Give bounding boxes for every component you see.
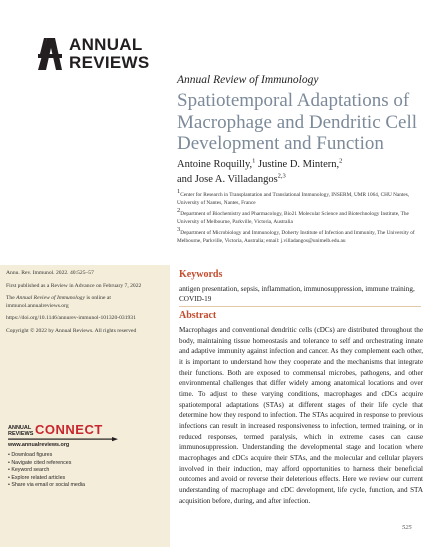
affiliations — [177, 188, 425, 249]
first-published-note: First published as a Review in Advance on February 7, 2022 — [6, 282, 142, 289]
article-title: Spatiotemporal Adaptations of Macrophage and Dendritic Cell Development and Function — [177, 90, 418, 154]
list-item: • Keyword search — [8, 467, 85, 475]
list-item: • Download figures — [8, 452, 85, 460]
list-item: • Share via email or social media — [8, 482, 85, 490]
connect-feature-list — [8, 452, 85, 490]
logo-word-annual: ANNUAL — [69, 35, 143, 54]
abstract-text: Macrophages and conventional dendritic cells (cDCs) are distributed throughout the body, maintaining tissue homeostasis and tolerance to self and orchestrating innate and adaptive immunity against infection and cancer. As they complement each other, it is important to understand how they cooperate and the mechanisms that integrate their functions. Both are exposed to commensal microbes, pathogens, and other environmental challenges that differ widely among anatomical locations and over time. To adjust to these varying conditions, macrophages and cDCs acquire spatiotemporal adaptations (STAs) at different stages of their life cycle that determine how they respond to infection. The STAs acquired in response to previous infections can result in increased responsiveness to infection, termed training, or in reduced responses, termed paralysis, which in extreme cases can cause immunosuppression. Understanding the developmental stage and location where macrophages and cDCs acquire their STAs, and the molecular and cellular players involved in their induction, may afford opportunities to harness their beneficial outcomes and avoid or reverse their deleterious effects. Here we review our current understanding of macrophage and cDC development, life cycle, function, and STA acquisition before, during, and after infection. — [179, 326, 423, 505]
author-name: Antoine Roquilly, — [177, 159, 253, 170]
journal-name: Annual Review of Immunology — [177, 74, 319, 86]
list-item: • Navigate cited references — [8, 460, 85, 468]
connect-brand: ANNUAL REVIEWS — [8, 425, 34, 437]
keywords-text: antigen presentation, sepsis, inflammation, immunosuppression, immune training, COVID-19 — [179, 285, 415, 303]
author-name: Justine D. Mintern, — [255, 159, 340, 170]
article-metadata — [6, 270, 164, 340]
author-affiliation-mark: 2,3 — [277, 172, 286, 180]
connect-title: CONNECT — [35, 422, 103, 437]
affiliation-item: $^2$Department of Biochemistry and Pharmacology, Bio21 Molecular Science and Biotechnology Institute, The University of Melbourne, Parkville, Victoria, Australia — [177, 207, 409, 225]
connect-badge[interactable] — [8, 421, 162, 516]
abstract-heading: Abstract — [179, 310, 217, 321]
affiliation-item: $^3$Department of Microbiology and Immunology, Doherty Institute of Infection and Immunity, The University of Melbourne, Parkville, Victoria, Australia; email: j.villadangos@unimelb.edu.au — [177, 226, 415, 244]
page-number: 525 — [402, 524, 412, 531]
section-divider — [179, 306, 421, 307]
connect-url[interactable]: www.annualreviews.org — [8, 442, 70, 448]
author-affiliation-mark: 1 — [252, 157, 256, 165]
copyright-note: Copyright © 2022 by Annual Reviews. All rights reserved — [6, 327, 137, 334]
author-list — [177, 157, 417, 187]
keywords-heading: Keywords — [179, 269, 223, 280]
annual-reviews-logo — [36, 36, 186, 72]
author-name: and Jose A. Villadangos — [177, 174, 278, 185]
doi-link[interactable]: https://doi.org/10.1146/annurev-immunol-101320-031931 — [6, 315, 136, 321]
citation: Annu. Rev. Immunol. 2022. 40:525–57 — [6, 270, 94, 276]
affiliation-item: $^1$Center for Research in Transplantation and Translational Immunology, INSERM, UMR 1064, CHU Nantes, University of Nantes, Nantes, France — [177, 188, 410, 206]
list-item: • Explore related articles — [8, 475, 85, 483]
annual-reviews-mark-icon — [36, 36, 64, 72]
author-affiliation-mark: 2 — [339, 157, 343, 165]
logo-word-reviews: REVIEWS — [69, 53, 150, 72]
online-note: The Annual Review of Immunology is online at immunol.annualreviews.org — [6, 295, 111, 309]
